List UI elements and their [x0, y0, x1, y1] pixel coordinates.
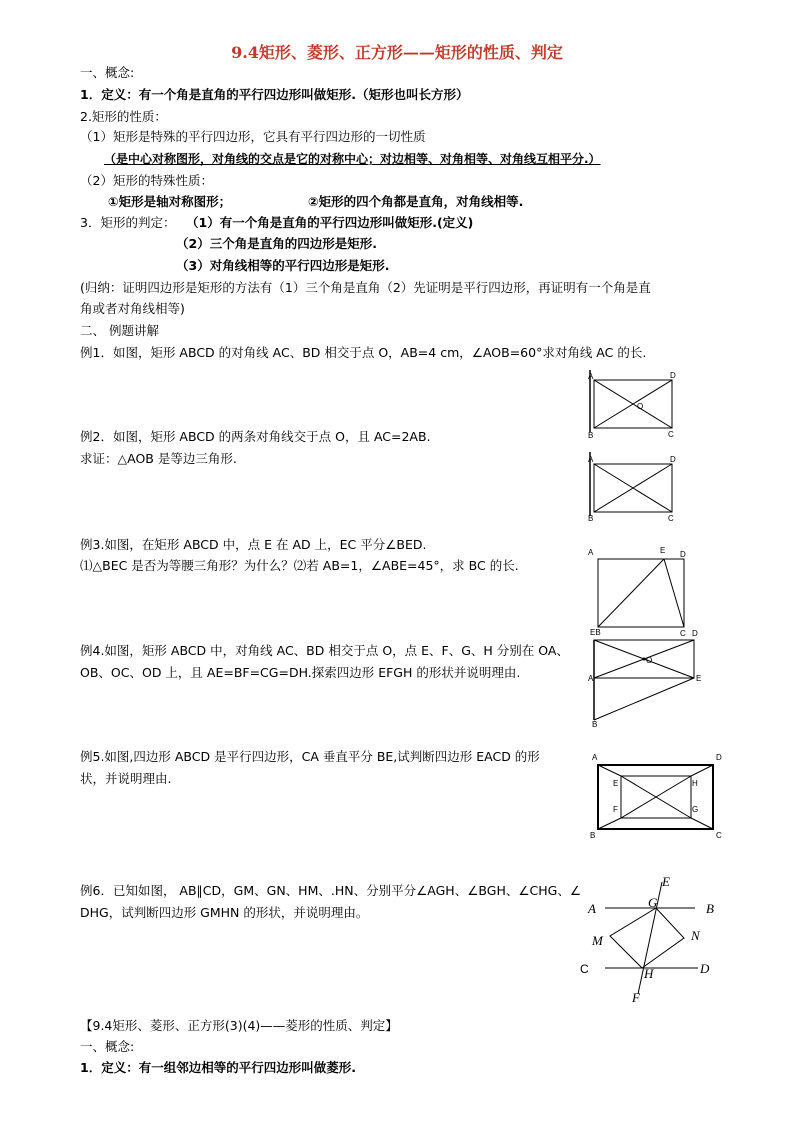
fig6-label-m: M: [592, 933, 603, 948]
fig5-label-c: C: [716, 831, 722, 840]
fig5-label-g: G: [692, 805, 699, 814]
figure-2-rectangle: [584, 450, 684, 522]
page-title: 9.4矩形、菱形、正方形——矩形的性质、判定: [231, 43, 563, 62]
section-2-title: 【9.4矩形、菱形、正方形(3)(4)——菱形的性质、判定】: [80, 1018, 398, 1033]
fig6-label-f: F: [632, 990, 640, 1005]
fig3-label-e: E: [660, 546, 666, 555]
section-2-definition: 1．定义：有一组邻边相等的平行四边形叫做菱形.: [80, 1060, 356, 1075]
fig5-label-h: H: [692, 779, 698, 788]
summary-line-1: (归纳：证明四边形是矩形的方法有（1）三个角是直角（2）先证明是平行四边形，再证明有一个角是直: [80, 280, 651, 295]
property-2a: ①矩形是轴对称图形；: [108, 194, 232, 209]
property-header: 2.矩形的性质：: [80, 109, 167, 124]
example-6-line-1: 例6．已知如图， AB∥CD，GM、GN、HM、.HN、分别平分∠AGH、∠BGH、∠CHG、∠: [80, 883, 582, 898]
fig6-label-c: C: [580, 962, 589, 976]
fig2-label-c: C: [668, 514, 674, 523]
judge-label: 3．矩形的判定：: [80, 215, 176, 230]
fig5-label-b: B: [590, 831, 596, 840]
judge-2: （2）三个角是直角的四边形是矩形.: [176, 236, 377, 251]
figure-6-parallel-lines: [580, 872, 730, 1007]
fig5-label-e: E: [613, 779, 619, 788]
fig3-label-d: D: [680, 550, 686, 559]
fig6-label-b: B: [706, 901, 714, 916]
rect-definition: 1．定义：有一个角是直角的平行四边形叫做矩形.（矩形也叫长方形）: [80, 87, 469, 102]
section-2-concept: 一、概念:: [80, 1039, 135, 1054]
fig6-label-a: A: [588, 901, 596, 916]
fig5-label-a: A: [592, 753, 598, 762]
fig1-label-a: A: [588, 372, 594, 381]
fig6-label-d: D: [700, 961, 710, 976]
example-4-line-2: OB、OC、OD 上，且 AE=BF=CG=DH.探索四边形 EFGH 的形状并说明理由.: [80, 665, 521, 680]
fig3-label-d2: D: [692, 629, 698, 638]
property-2: （2）矩形的特殊性质：: [80, 173, 213, 188]
fig6-label-h: H: [644, 966, 654, 981]
fig1-label-c: C: [668, 430, 674, 439]
fig2-label-b: B: [588, 514, 594, 523]
examples-header: 二、 例题讲解: [80, 323, 159, 338]
property-1-detail: （是中心对称图形，对角线的交点是它的对称中心；对边相等、对角相等、对角线互相平分.）: [104, 152, 601, 166]
fig6-label-g: G: [648, 895, 658, 910]
fig1-label-b: B: [588, 431, 594, 440]
fig3-label-a: A: [588, 548, 594, 557]
figure-1-rectangle: [584, 368, 684, 440]
concept-header: 一、概念:: [80, 65, 135, 80]
fig3-label-c: C: [680, 629, 686, 638]
fig4-label-o: O: [646, 656, 653, 665]
example-5-line-2: 状，并说明理由.: [80, 771, 172, 786]
example-4-line-1: 例4.如图，矩形 ABCD 中，对角线 AC、BD 相交于点 O，点 E、F、G、H 分别在 OA、: [80, 643, 569, 658]
fig5-label-d: D: [716, 753, 722, 762]
property-1: （1）矩形是特殊的平行四边形，它具有平行四边形的一切性质: [80, 129, 426, 144]
example-6-line-2: DHG，试判断四边形 GMHN 的形状，并说明理由。: [80, 905, 369, 920]
fig5-label-f: F: [613, 805, 618, 814]
fig4-label-b: B: [592, 720, 598, 729]
property-2b: ②矩形的四个角都是直角，对角线相等.: [308, 194, 524, 209]
example-3-line-1: 例3.如图，在矩形 ABCD 中，点 E 在 AD 上，EC 平分∠BED.: [80, 537, 427, 552]
fig1-label-d: D: [670, 371, 676, 380]
example-1: 例1．如图，矩形 ABCD 的对角线 AC、BD 相交于点 O，AB=4 cm，∠AOB=60°求对角线 AC 的长.: [80, 345, 647, 360]
fig3-label-b: EB: [590, 628, 601, 637]
fig2-label-d: D: [670, 455, 676, 464]
example-2-line-1: 例2．如图，矩形 ABCD 的两条对角线交于点 O，且 AC=2AB.: [80, 429, 431, 444]
judge-1: （1）有一个角是直角的平行四边形叫做矩形.(定义): [186, 215, 474, 230]
fig2-label-a: A: [588, 455, 594, 464]
fig6-label-n: N: [691, 928, 700, 943]
example-2-line-2: 求证：△AOB 是等边三角形.: [80, 451, 237, 466]
fig1-label-o: O: [637, 402, 644, 411]
figure-4-parallelogram: [584, 632, 704, 727]
fig4-label-a: A: [588, 674, 594, 683]
fig4-label-e: E: [696, 674, 702, 683]
fig6-label-e: E: [662, 874, 670, 889]
summary-line-2: 角或者对角线相等): [80, 301, 185, 316]
example-5-line-1: 例5.如图,四边形 ABCD 是平行四边形，CA 垂直平分 BE,试判断四边形 EACD 的形: [80, 749, 540, 764]
example-3-line-2: ⑴△BEC 是否为等腰三角形？为什么？⑵若 AB=1，∠ABE=45°，求 BC 的长.: [80, 558, 519, 573]
figure-5-nested-rectangles: [588, 750, 728, 840]
figure-3-rectangle: [584, 543, 698, 638]
judge-3: （3）对角线相等的平行四边形是矩形.: [176, 258, 390, 273]
